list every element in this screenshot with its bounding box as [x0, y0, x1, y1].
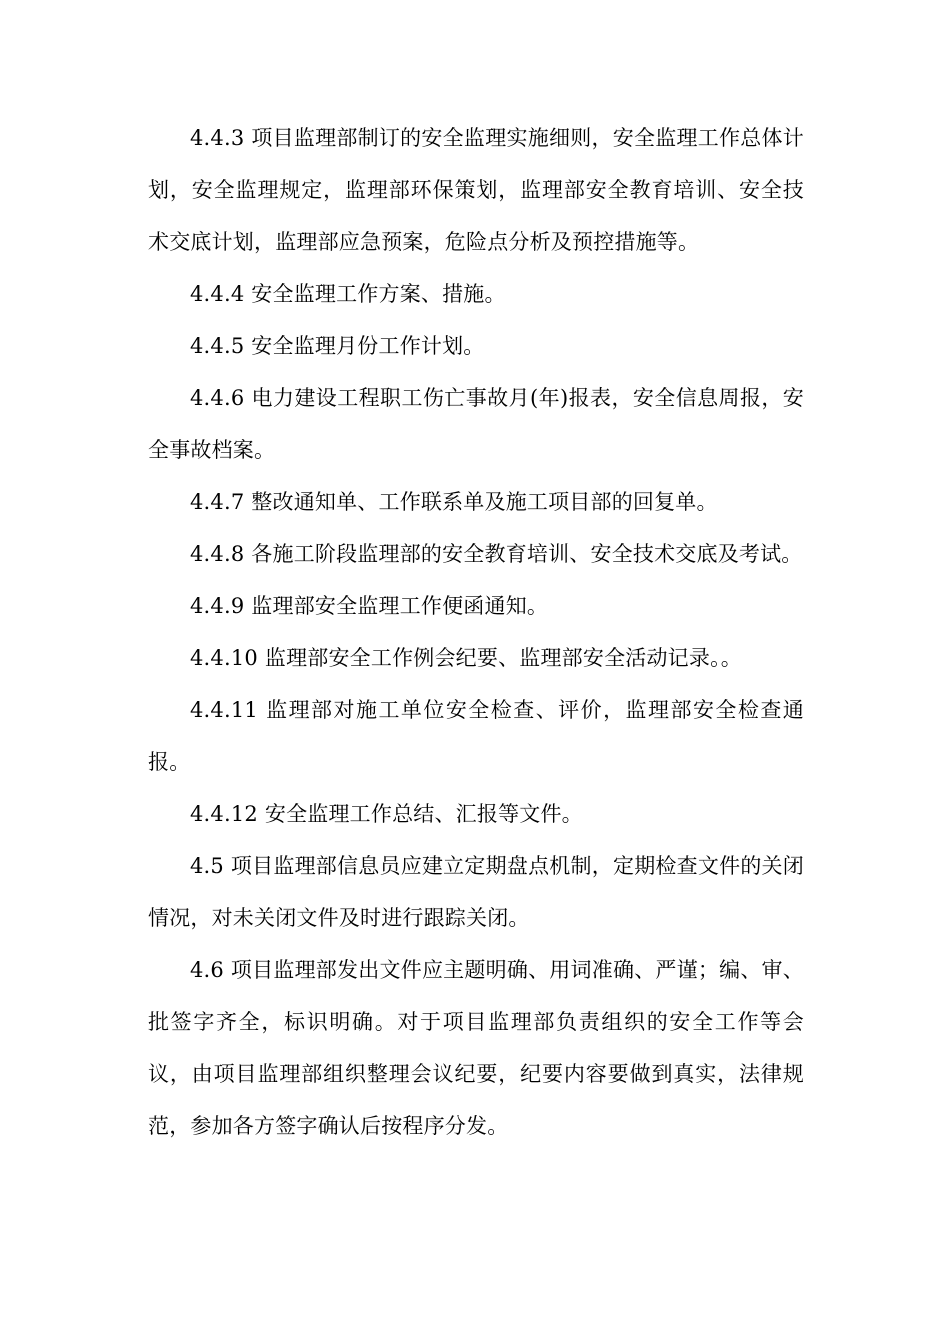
paragraph-4-4-10: 4.4.10 监理部安全工作例会纪要、监理部安全活动记录。。: [190, 646, 742, 670]
paragraph-4-4-6: 4.4.6 电力建设工程职工伤亡事故月(年)报表，安全信息周报，安全事故档案。: [148, 386, 804, 462]
document-body: [148, 112, 804, 1152]
paragraph-4-4-7: 4.4.7 整改通知单、工作联系单及施工项目部的回复单。: [190, 490, 718, 514]
paragraph-4-4-8: 4.4.8 各施工阶段监理部的安全教育培训、安全技术交底及考试。: [190, 542, 803, 566]
paragraph-4-4-4: 4.4.4 安全监理工作方案、措施。: [190, 282, 506, 306]
paragraph-4-4-12: 4.4.12 安全监理工作总结、汇报等文件。: [190, 802, 583, 826]
paragraph-4-4-5: 4.4.5 安全监理月份工作计划。: [190, 334, 485, 358]
paragraph-4-6: 4.6 项目监理部发出文件应主题明确、用词准确、严谨；编、审、批签字齐全，标识明确。对于项目监理部负责组织的安全工作等会议，由项目监理部组织整理会议纪要，纪要内容要做到真实，法律规范，参加各方签字确认后按程序分发。: [148, 958, 804, 1138]
paragraph-4-4-11: 4.4.11 监理部对施工单位安全检查、评价，监理部安全检查通报。: [148, 698, 804, 774]
paragraph-4-4-9: 4.4.9 监理部安全监理工作便函通知。: [190, 594, 549, 618]
paragraph-4-4-3: 4.4.3 项目监理部制订的安全监理实施细则，安全监理工作总体计划，安全监理规定，监理部环保策划，监理部安全教育培训、安全技术交底计划，监理部应急预案，危险点分析及预控措施等。: [148, 126, 804, 254]
paragraph-4-5: 4.5 项目监理部信息员应建立定期盘点机制，定期检查文件的关闭情况，对未关闭文件及时进行跟踪关闭。: [148, 854, 804, 930]
